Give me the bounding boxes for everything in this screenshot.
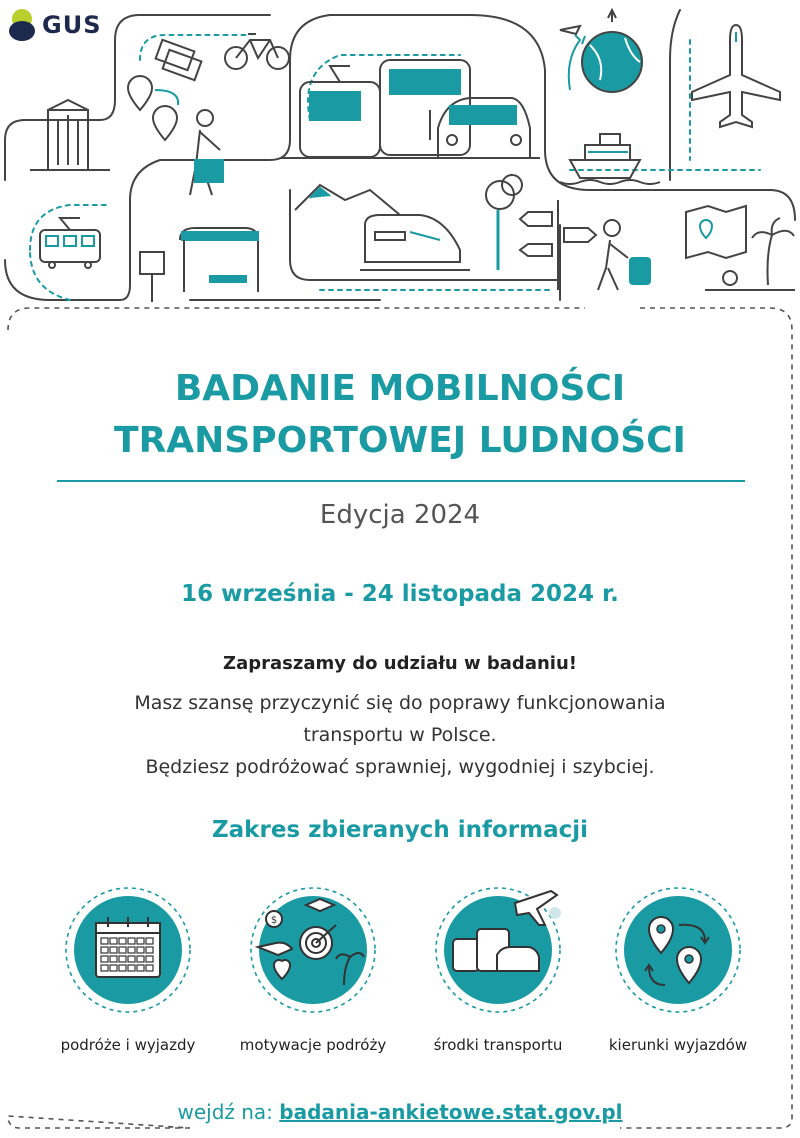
page-title-line1: BADANIE MOBILNOŚCI: [174, 368, 626, 409]
svg-text:$: $: [270, 915, 278, 926]
body-text-line3: Będziesz podróżować sprawniej, wygodniej i szybciej.: [145, 756, 655, 778]
route-pins-icon: [128, 76, 178, 140]
palm-icon: [705, 218, 795, 290]
bus-stop-icon: [140, 228, 258, 302]
traveler-icon: [598, 220, 650, 290]
scope-item-motivation: [248, 885, 378, 1015]
gus-logo-mark: [8, 8, 36, 42]
gus-logo[interactable]: [8, 8, 101, 42]
scope-label-destinations: kierunki wyjazdów: [608, 1036, 748, 1054]
title-divider: [57, 480, 745, 482]
scope-label-motivation: motywacje podróży: [239, 1036, 387, 1054]
scope-item-transport: [433, 885, 563, 1015]
building-icon: [30, 100, 110, 170]
body-text-line2: transportu w Polsce.: [303, 724, 497, 746]
train-icon: [295, 185, 470, 270]
page-title-line2: TRANSPORTOWEJ LUDNOŚCI: [114, 420, 686, 461]
footer: [0, 1100, 800, 1124]
plane-icon: [692, 25, 780, 127]
logo-text: GUS: [42, 11, 102, 39]
scope-item-travel: [63, 885, 193, 1015]
vehicles-icon: [433, 885, 563, 1015]
survey-website-link[interactable]: badania-ankietowe.stat.gov.pl: [279, 1100, 623, 1124]
walking-person-icon: [190, 110, 223, 195]
tree-icon: [486, 175, 522, 270]
transport-illustration: [0, 0, 800, 310]
body-text-line1: Masz szansę przyczynić się do poprawy funkcjonowania: [134, 692, 666, 714]
tram-icon: [40, 218, 100, 268]
bicycle-icon: [225, 34, 289, 69]
edition-label: Edycja 2024: [319, 500, 481, 530]
scope-label-travel: podróże i wyjazdy: [60, 1036, 196, 1054]
city-vehicles-icon: [280, 60, 540, 158]
signpost-icon: [520, 200, 596, 290]
target-icon: [248, 885, 378, 1015]
calendar-icon: [63, 885, 193, 1015]
scope-label-transport: środki transportu: [433, 1036, 563, 1054]
footer-prefix: wejdź na:: [177, 1100, 280, 1124]
survey-dates: 16 września - 24 listopada 2024 r.: [181, 581, 619, 607]
globe-icon: [560, 10, 642, 92]
ship-icon: [560, 134, 660, 184]
invitation-text: Zapraszamy do udziału w badaniu!: [223, 653, 577, 674]
tickets-icon: [156, 40, 202, 80]
map-icon: [686, 206, 746, 258]
scope-heading: Zakres zbieranych informacji: [211, 817, 588, 843]
location-pins-icon: [613, 885, 743, 1015]
scope-item-destinations: [613, 885, 743, 1015]
